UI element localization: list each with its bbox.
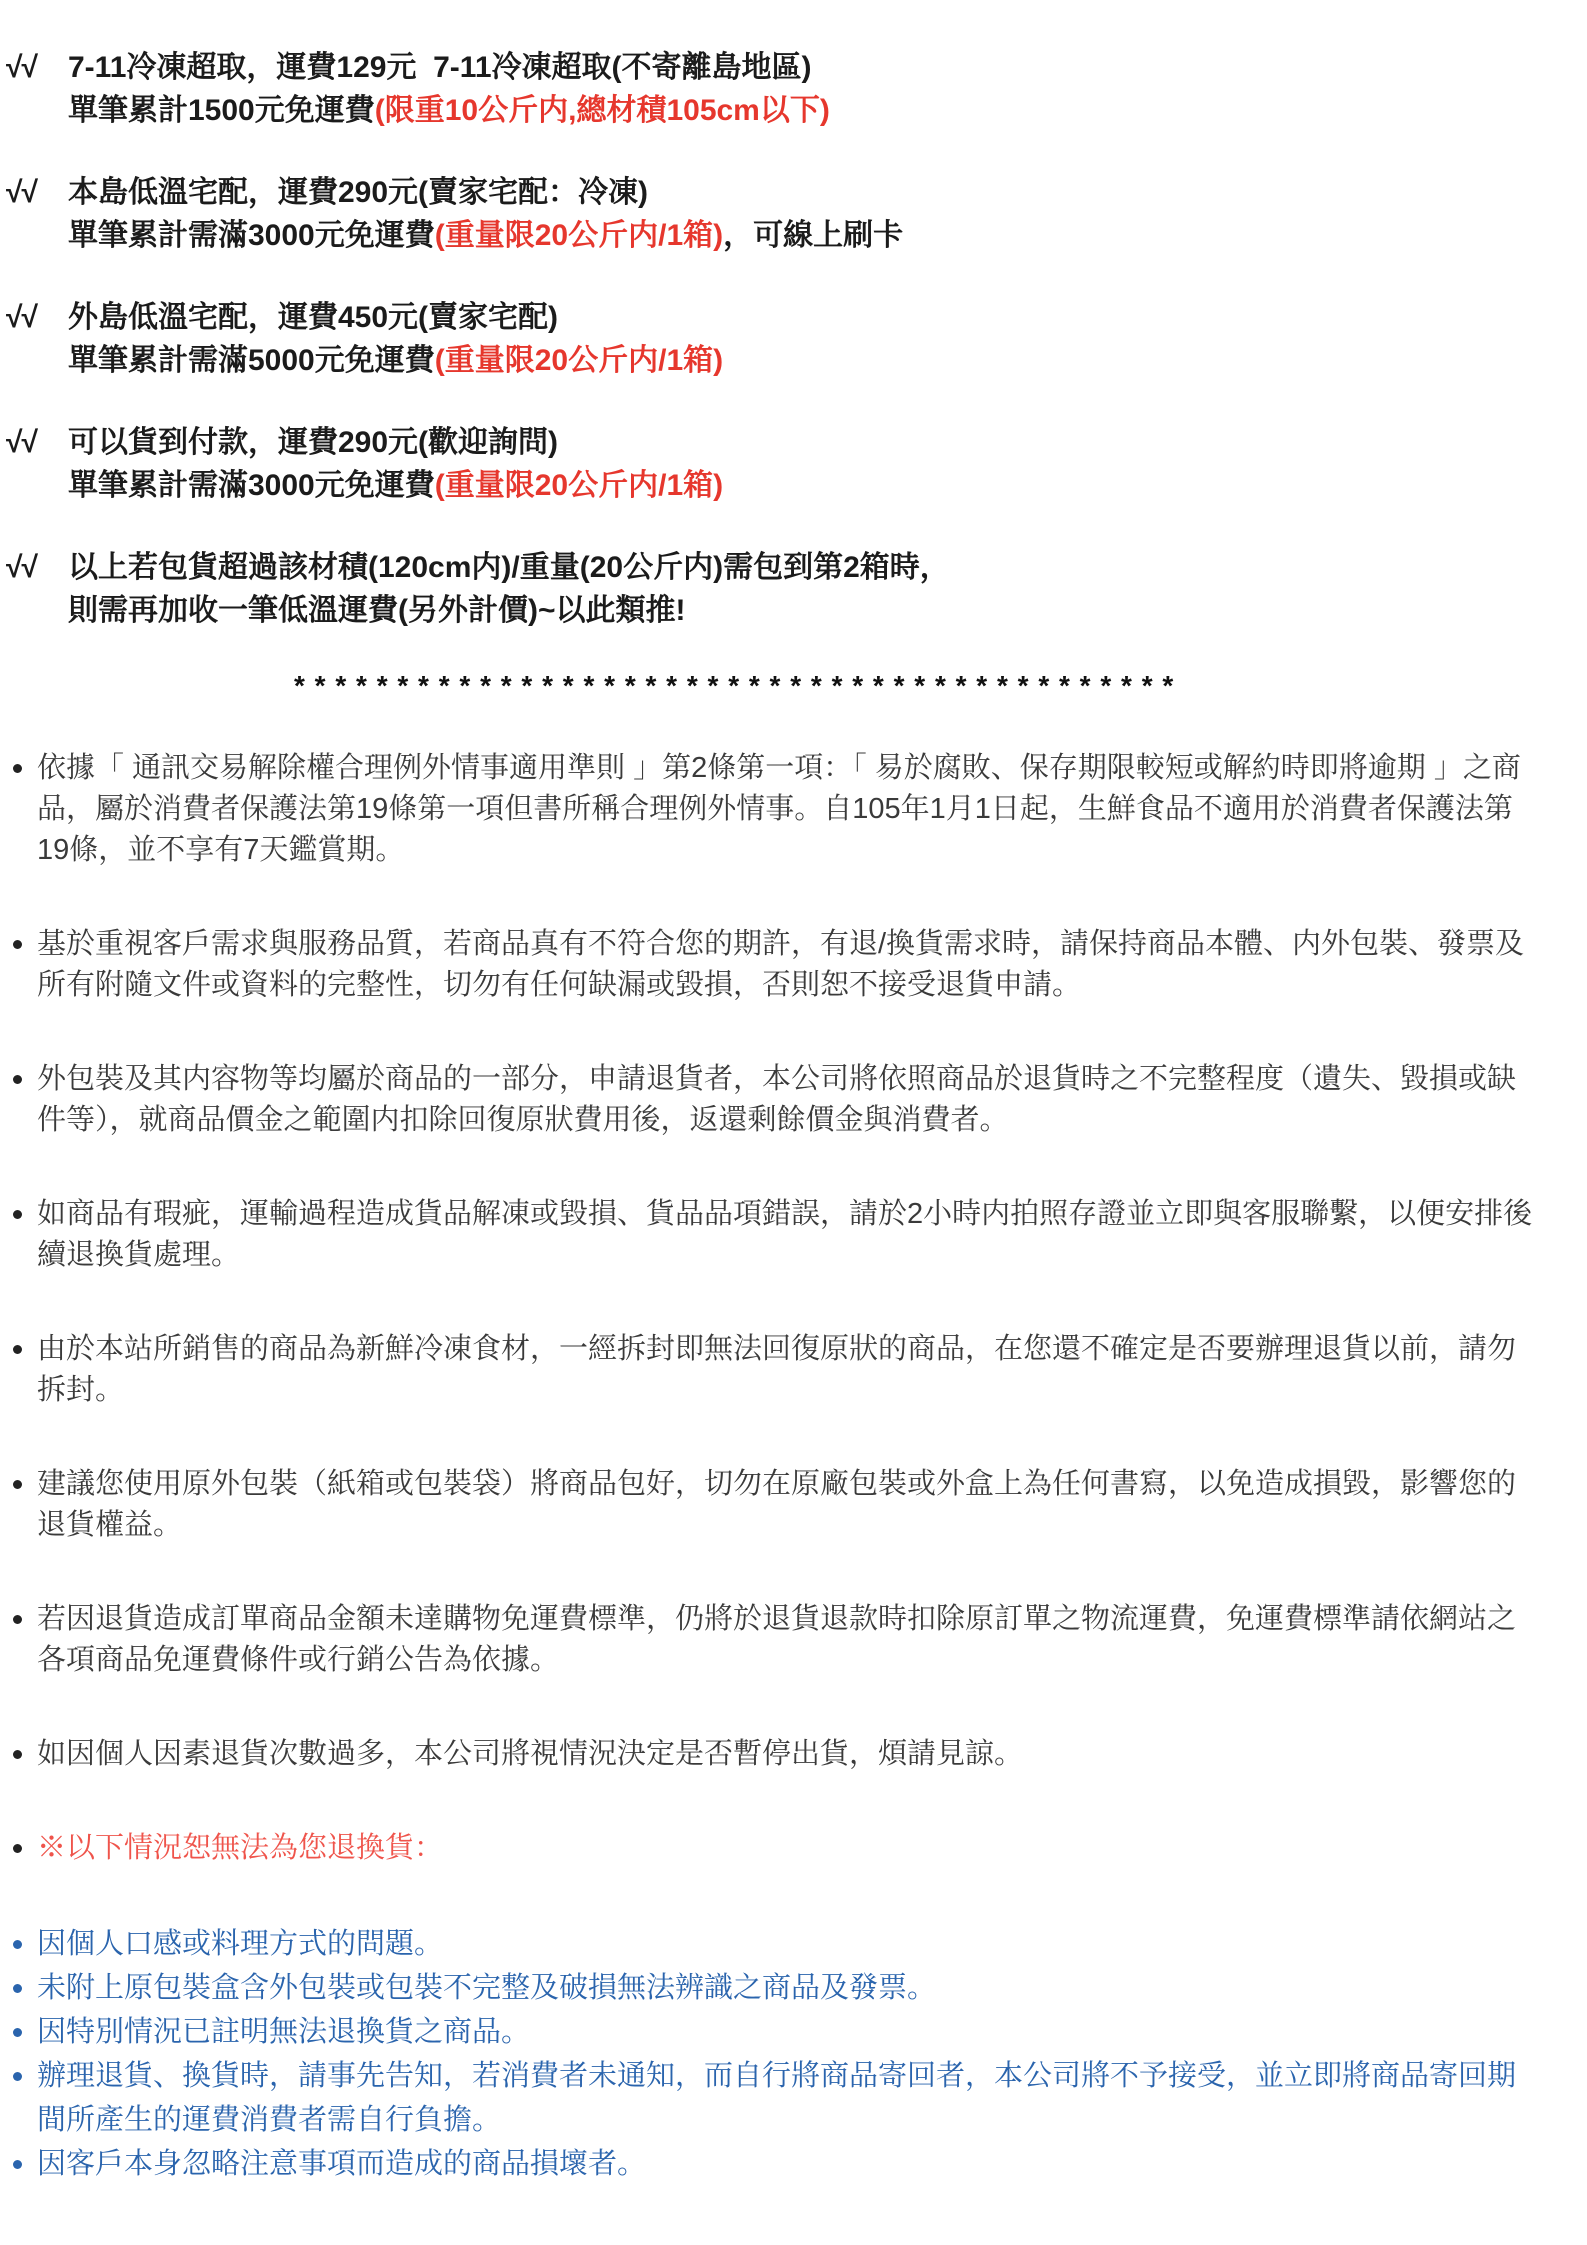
policy-text: 基於重視客戶需求與服務品質，若商品真有不符合您的期許，有退/換貨需求時，請保持商品本體、内外包裝、發票及所有附隨文件或資料的完整性，切勿有任何缺漏或毀損，否則恕不接受退貨申請。: [37, 928, 1525, 1001]
bullet-icon: [13, 1615, 22, 1624]
no-return-reason-text: 因客戶本身忽略注意事項而造成的商品損壞者。: [37, 2148, 647, 2180]
policy-item: [13, 748, 1541, 871]
shipping-line-text: 單筆累計需滿5000元免運費: [68, 344, 435, 377]
no-return-reason: [13, 2010, 1541, 2054]
no-return-reason: [13, 1922, 1541, 1966]
shipping-item-cash-on-delivery: [4, 421, 1567, 507]
shipping-line-text: 單筆累計1500元免運費: [68, 94, 375, 127]
policy-item: [13, 1194, 1541, 1276]
no-return-notice: [13, 1828, 1541, 1869]
no-return-reason-text: 因個人口感或料理方式的問題。: [37, 1928, 444, 1960]
shipping-item-text: [68, 546, 1567, 632]
no-return-reason-text: 因特別情況已註明無法退換貨之商品。: [37, 2016, 531, 2048]
no-return-reason-text: 辦理退貨、換貨時，請事先告知，若消費者未通知，而自行將商品寄回者，本公司將不予接受，並立即將商品寄回期間所產生的運費消費者需自行負擔。: [37, 2060, 1517, 2136]
no-return-reason-text: 未附上原包裝盒含外包裝或包裝不完整及破損無法辨識之商品及發票。: [37, 1972, 937, 2004]
shipping-item-text: [68, 46, 1567, 132]
policy-text: 依據「 通訊交易解除權合理例外情事適用準則 」第2條第一項：「 易於腐敗、保存期限較短或解約時即將逾期 」之商品，屬於消費者保護法第19條第一項但書所稱合理例外情事。自105年1月1日起，生鮮食品不適用於消費者保護法第19條，並不享有7天鑑賞期。: [37, 752, 1521, 866]
policy-item: [13, 1734, 1541, 1775]
policy-text: 如商品有瑕疵，運輸過程造成貨品解凍或毀損、貨品品項錯誤，請於2小時内拍照存證並立即與客服聯繫，以便安排後續退換貨處理。: [37, 1198, 1533, 1271]
shipping-limit-text: (重量限20公斤内/1箱): [434, 344, 724, 377]
bullet-icon: [13, 1480, 22, 1489]
double-checkmark-icon: √√: [6, 51, 37, 84]
shipping-line-text: 則需再加收一筆低溫運費(另外計價)~以此類推!: [68, 594, 686, 627]
shipping-item-text: [68, 296, 1567, 382]
double-checkmark-icon: √√: [6, 551, 37, 584]
shipping-limit-text: (重量限20公斤内/1箱): [434, 219, 724, 252]
no-return-reason: [13, 1966, 1541, 2010]
no-return-reason: [13, 2142, 1541, 2186]
shipping-line-text: 以上若包貨超過該材積(120cm内)/重量(20公斤内)需包到第2箱時，: [68, 551, 950, 584]
double-checkmark-icon: √√: [6, 176, 37, 209]
shipping-item-main-island-delivery: [4, 171, 1567, 257]
shipping-item-outer-island-delivery: [4, 296, 1567, 382]
shipping-line-text: 單筆累計需滿3000元免運費: [68, 219, 435, 252]
shipping-item-text: [68, 421, 1567, 507]
shipping-item-711-pickup: [4, 46, 1567, 132]
shipping-line-text: 7-11冷凍超取，運費129元 7-11冷凍超取(不寄離島地區): [68, 51, 812, 84]
bullet-icon: [13, 1984, 22, 1993]
shipping-line-text: 外島低溫宅配，運費450元(賣家宅配): [68, 301, 559, 334]
bullet-icon: [13, 1940, 22, 1949]
shipping-line-text: 單筆累計需滿3000元免運費: [68, 469, 435, 502]
shipping-limit-text: (限重10公斤内,總材積105cm以下): [374, 94, 830, 127]
bullet-icon: [13, 940, 22, 949]
bullet-icon: [13, 2160, 22, 2169]
policy-item: [13, 1599, 1541, 1681]
policy-text: 外包裝及其内容物等均屬於商品的一部分，申請退貨者，本公司將依照商品於退貨時之不完整程度（遺失、毀損或缺件等），就商品價金之範圍内扣除回復原狀費用後，返還剩餘價金與消費者。: [37, 1063, 1517, 1136]
shipping-item-text: [68, 171, 1567, 257]
policy-text: 若因退貨造成訂單商品金額未達購物免運費標準，仍將於退貨退款時扣除原訂單之物流運費，免運費標準請依網站之各項商品免運費條件或行銷公告為依據。: [37, 1603, 1517, 1676]
double-checkmark-icon: √√: [6, 426, 37, 459]
policy-item: [13, 924, 1541, 1006]
shipping-options-section: [4, 46, 1567, 632]
policy-text: 由於本站所銷售的商品為新鮮冷凍食材，一經拆封即無法回復原狀的商品，在您還不確定是否要辦理退貨以前，請勿拆封。: [37, 1333, 1517, 1406]
bullet-icon: [13, 1210, 22, 1219]
shipping-item-extra-box-fee: [4, 546, 1567, 632]
policy-text: 如因個人因素退貨次數過多，本公司將視情況決定是否暫停出貨，煩請見諒。: [37, 1738, 1024, 1770]
policy-item: [13, 1059, 1541, 1141]
no-return-reasons-list: [4, 1922, 1567, 2186]
bullet-icon: [13, 1345, 22, 1354]
bullet-icon: [13, 764, 22, 773]
no-return-reason: [13, 2054, 1541, 2142]
shipping-limit-text: (重量限20公斤内/1箱): [434, 469, 724, 502]
bullet-icon: [13, 2072, 22, 2081]
shipping-line-text: ，可線上刷卡: [723, 219, 904, 252]
bullet-icon: [13, 1844, 22, 1853]
no-return-notice-text: ※以下情況恕無法為您退換貨：: [37, 1832, 444, 1864]
bullet-icon: [13, 1075, 22, 1084]
bullet-icon: [13, 2028, 22, 2037]
policy-text: 建議您使用原外包裝（紙箱或包裝袋）將商品包好，切勿在原廠包裝或外盒上為任何書寫，以免造成損毀，影響您的退貨權益。: [37, 1468, 1517, 1541]
double-checkmark-icon: √√: [6, 301, 37, 334]
asterisk-divider: * * * * * * * * * * * * * * * * * * * * * * * * * * * * * * * * * * * * * * * * * * *: [294, 670, 1175, 701]
return-policy-section: [4, 748, 1567, 1869]
policy-item: [13, 1329, 1541, 1411]
bullet-icon: [13, 1750, 22, 1759]
shipping-line-text: 可以貨到付款，運費290元(歡迎詢問): [68, 426, 559, 459]
shipping-line-text: 本島低溫宅配，運費290元(賣家宅配：冷凍): [68, 176, 649, 209]
policy-item: [13, 1464, 1541, 1546]
